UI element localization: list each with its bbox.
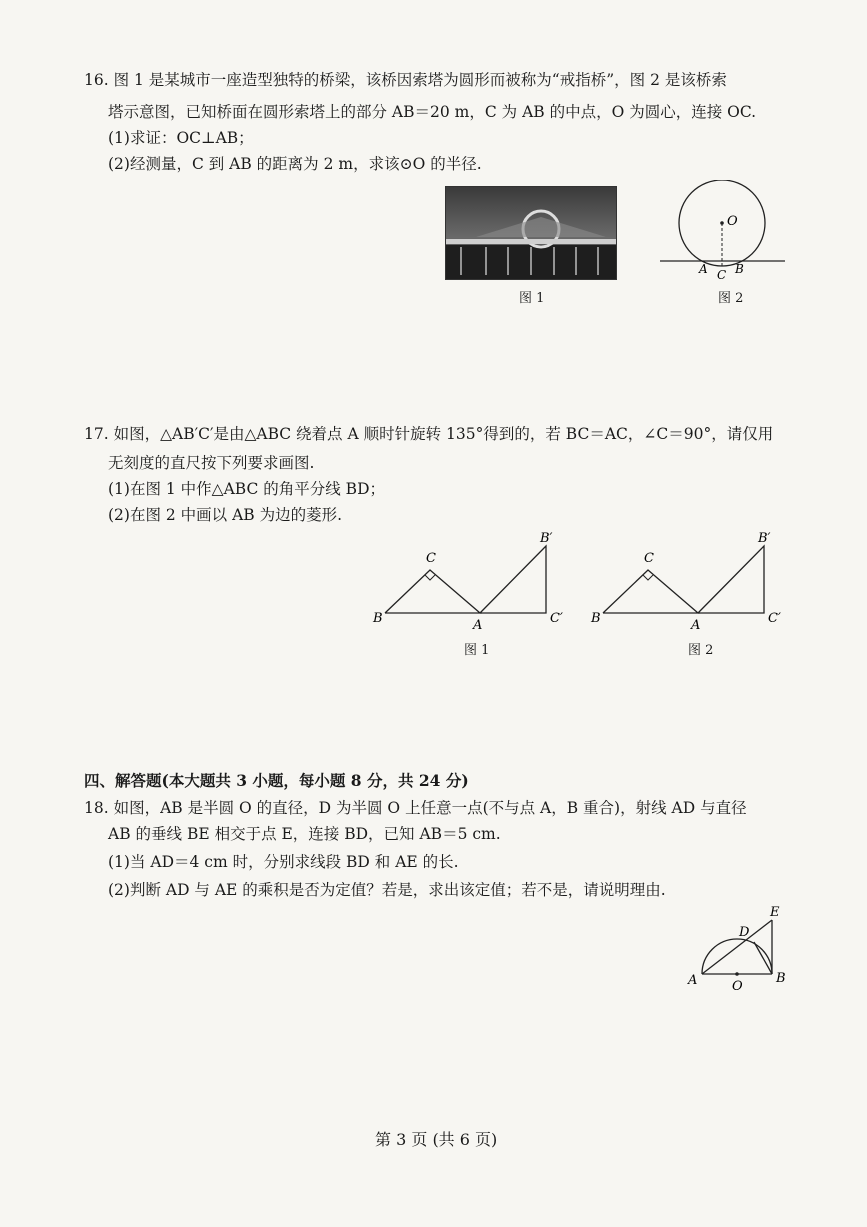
q17-fig2-label-Bp: B′ xyxy=(758,531,771,546)
q16-label-B: B xyxy=(735,262,744,276)
q16-line2: 塔示意图，已知桥面在圆形索塔上的部分 AB＝20 m，C 为 AB 的中点，O 为圆心，连接 OC. xyxy=(108,103,757,121)
section4-title: 四、解答题(本大题共 3 小题，每小题 8 分，共 24 分) xyxy=(84,771,469,790)
q18-label-E: E xyxy=(770,905,780,920)
q16-part2: (2)经测量，C 到 AB 的距离为 2 m，求该⊙O 的半径. xyxy=(108,155,482,173)
q17-part1: (1)在图 1 中作△ABC 的角平分线 BD； xyxy=(108,480,385,498)
q17-fig2-diagram xyxy=(588,528,793,633)
q18-line1: 18. 如图，AB 是半圆 O 的直径，D 为半圆 O 上任意一点(不与点 A，B 重合)，射线 AD 与直径 xyxy=(84,799,747,817)
q17-fig2-label-C: C xyxy=(644,551,654,566)
q17-fig1-label-C: C xyxy=(426,551,436,566)
q17-fig1-label-Bp: B′ xyxy=(540,531,553,546)
q17-line1: 17. 如图，△AB′C′是由△ABC 绕着点 A 顺时针旋转 135°得到的，若 BC＝AC，∠C＝90°，请仅用 xyxy=(84,425,774,443)
q16-fig2-caption: 图 2 xyxy=(718,291,744,306)
q17-fig1-label-A: A xyxy=(473,618,483,633)
q17-fig2-label-Cp: C′ xyxy=(768,611,781,626)
q16-label-A: A xyxy=(699,262,708,276)
q18-label-B: B xyxy=(776,971,786,986)
q17-fig1-caption: 图 1 xyxy=(464,643,490,658)
q16-label-O: O xyxy=(727,214,738,229)
q17-line2: 无刻度的直尺按下列要求画图. xyxy=(108,454,315,472)
q16-part1: (1)求证：OC⊥AB； xyxy=(108,129,254,147)
q16-line1: 16. 图 1 是某城市一座造型独特的桥梁，该桥因索塔为圆形而被称为“戒指桥”，图 2 是该桥索 xyxy=(84,71,727,89)
q18-label-A: A xyxy=(688,973,698,988)
q17-fig2-label-B: B xyxy=(591,611,601,626)
q17-fig1-diagram xyxy=(370,528,570,633)
q18-part2: (2)判断 AD 与 AE 的乘积是否为定值？若是，求出该定值；若不是，请说明理由. xyxy=(108,881,666,899)
q18-label-O: O xyxy=(732,979,743,994)
q17-fig1-label-B: B xyxy=(373,611,383,626)
q17-part2: (2)在图 2 中画以 AB 为边的菱形. xyxy=(108,506,343,524)
q16-circle-diagram xyxy=(655,180,790,290)
q18-semicircle-diagram xyxy=(684,900,794,995)
q18-label-D: D xyxy=(739,925,750,940)
page-footer: 第 3 页 (共 6 页) xyxy=(375,1130,498,1149)
bridge-photo xyxy=(445,186,617,280)
q16-label-C: C xyxy=(717,268,727,282)
q17-fig2-label-A: A xyxy=(691,618,701,633)
q18-line2: AB 的垂线 BE 相交于点 E，连接 BD，已知 AB＝5 cm. xyxy=(108,825,501,843)
q16-fig1-caption: 图 1 xyxy=(519,291,545,306)
q18-part1: (1)当 AD＝4 cm 时，分别求线段 BD 和 AE 的长. xyxy=(108,853,459,871)
q17-fig1-label-Cp: C′ xyxy=(550,611,563,626)
q17-fig2-caption: 图 2 xyxy=(688,643,714,658)
